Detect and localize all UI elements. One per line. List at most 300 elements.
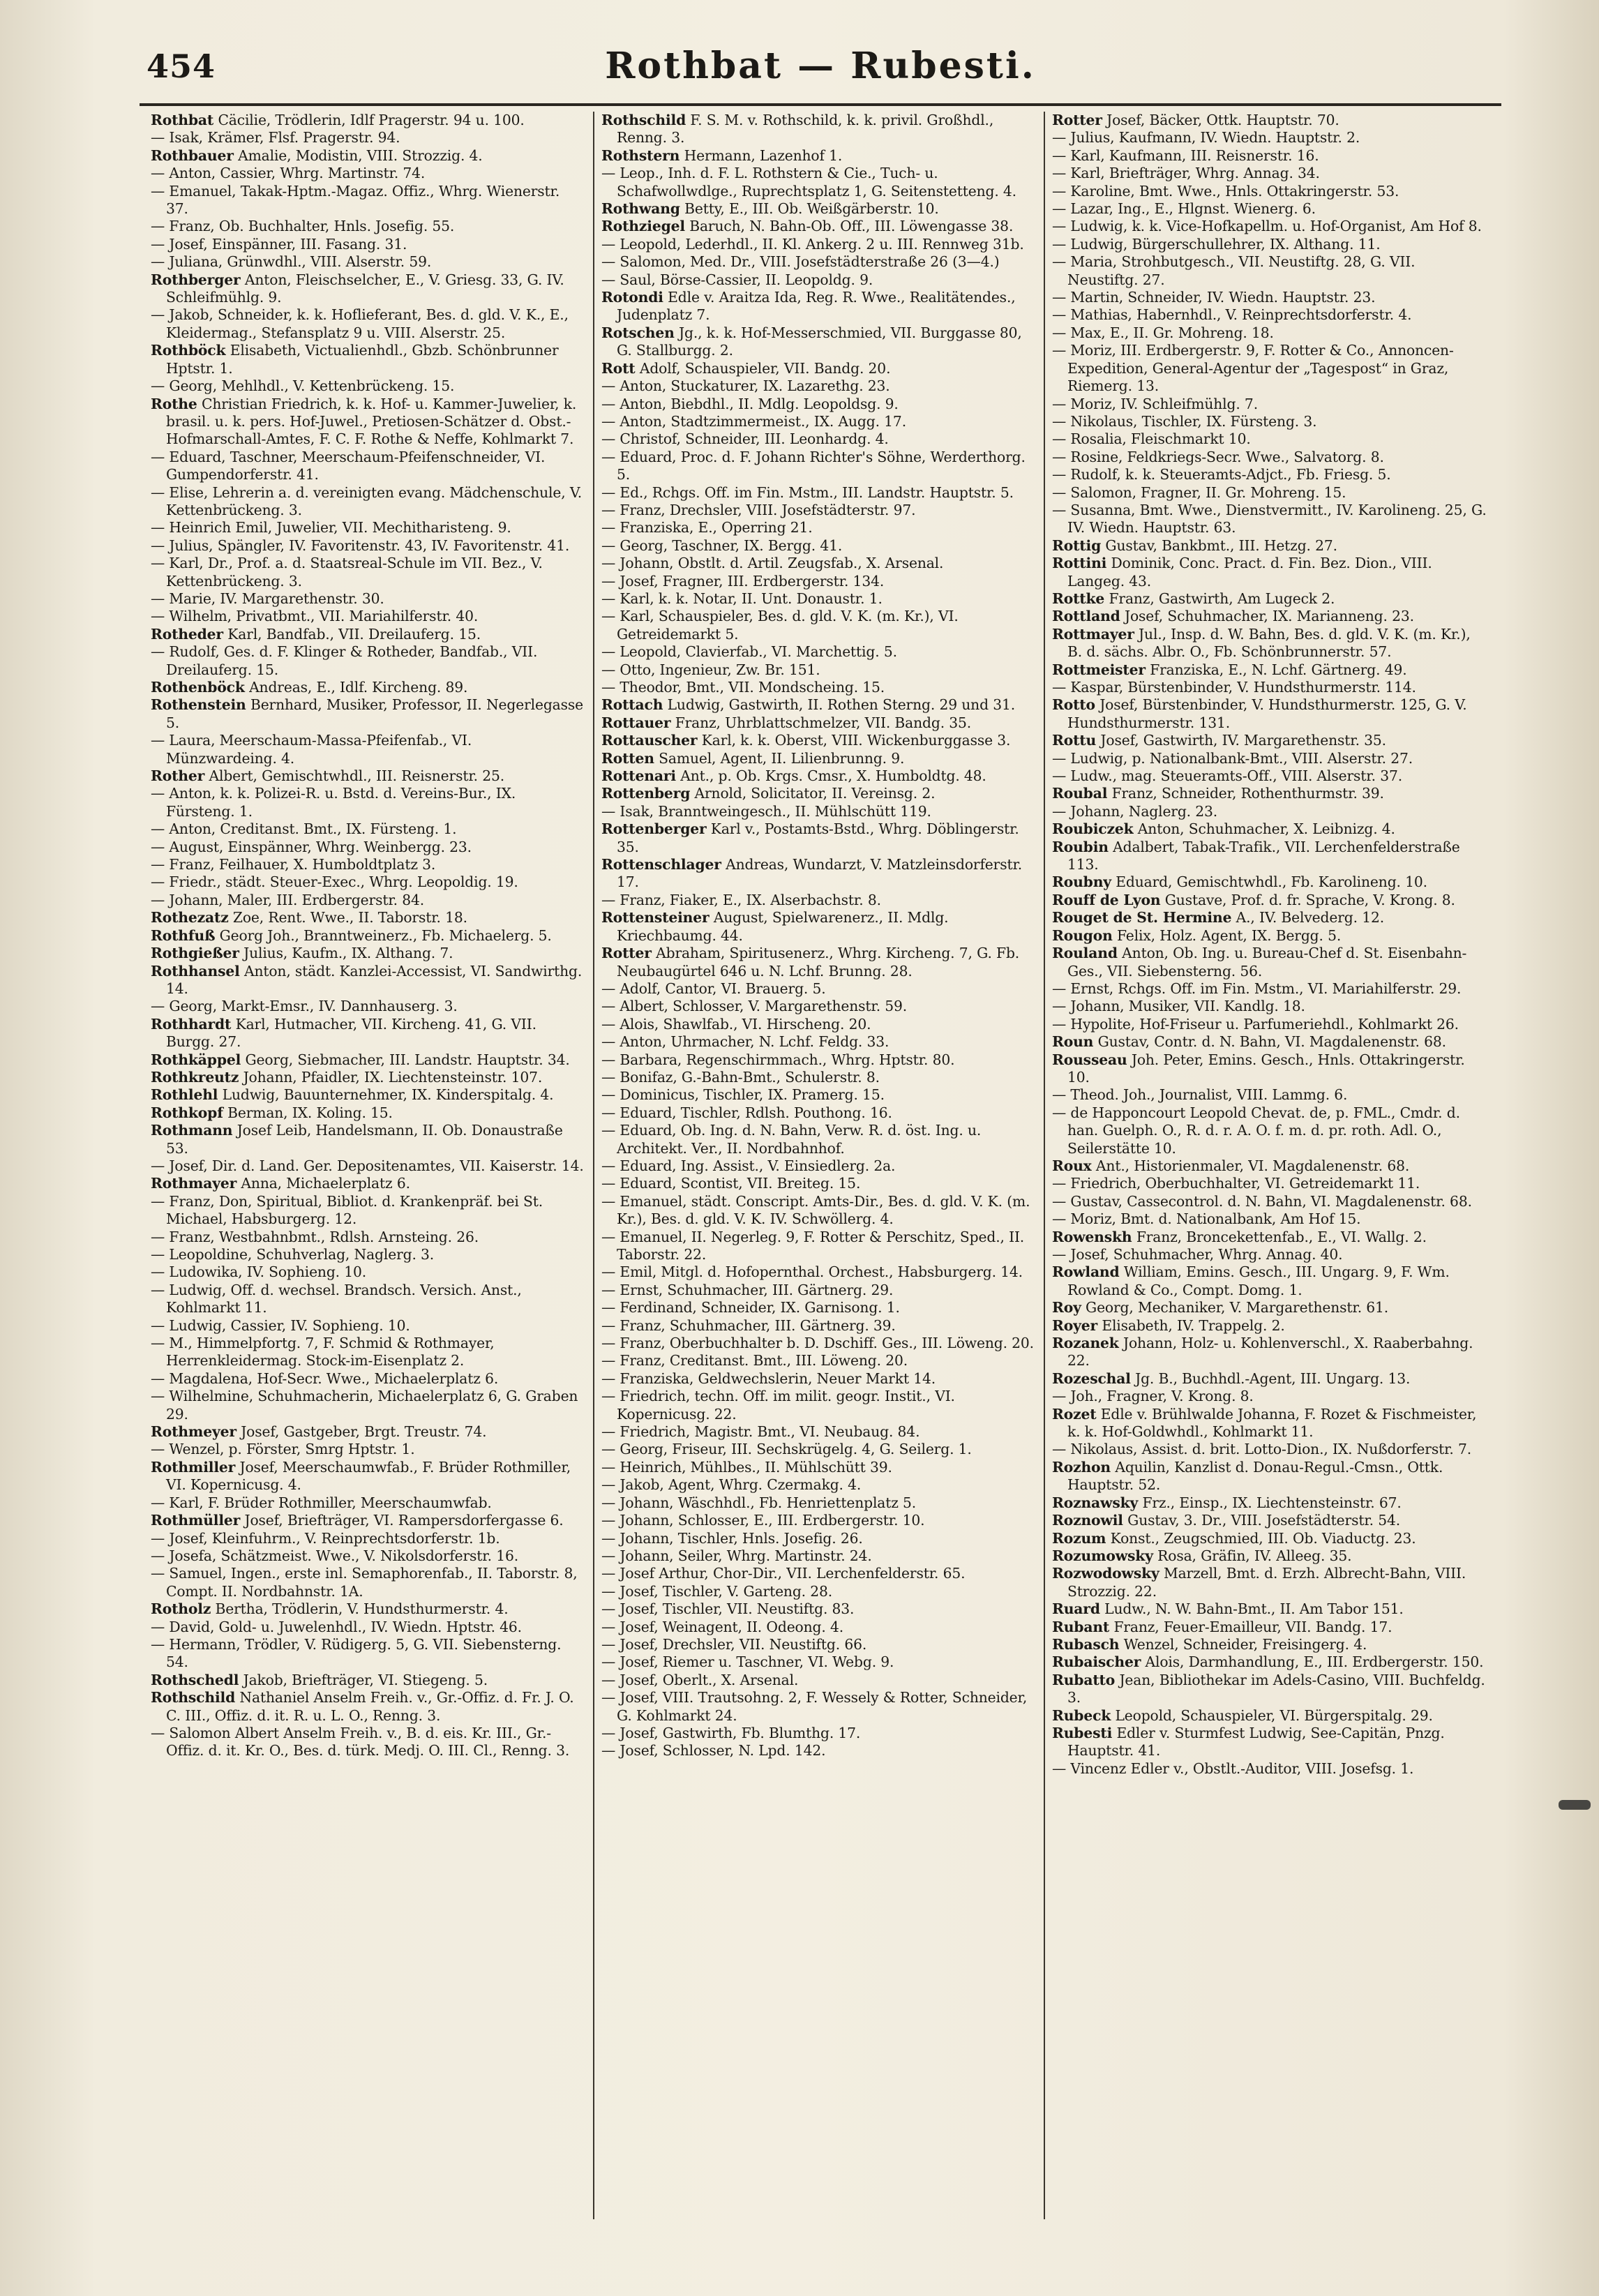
directory-entry <box>601 1725 1037 1742</box>
directory-entry <box>151 1229 586 1246</box>
entry-details: — Johann, Maler, III. Erdbergerstr. 84. <box>151 891 425 908</box>
entry-details: Jg., k. k. Hof-Messerschmied, VII. Burggasse 80, G. Stallburgg. 2. <box>617 324 1022 359</box>
directory-entry <box>601 573 1037 590</box>
entry-details: Joh. Peter, Emins. Gesch., Hnls. Ottakringerstr. 10. <box>1067 1051 1465 1086</box>
entry-details: — Johann, Wäschhdl., Fb. Henriettenplatz 5. <box>601 1494 917 1511</box>
entry-details: — Josefa, Schätzmeist. Wwe., V. Nikolsdorferstr. 16. <box>151 1547 519 1564</box>
directory-entry <box>601 1441 1037 1458</box>
entry-surname: Rottauer <box>601 714 671 731</box>
directory-entry <box>1052 1636 1487 1653</box>
entry-details: Anton, städt. Kanzlei-Accessist, VI. Sandwirthg. 14. <box>166 962 583 997</box>
entry-surname: Rubaischer <box>1052 1653 1141 1671</box>
entry-details: — Eduard, Proc. d. F. Johann Richter's Söhne, Werderthorg. 5. <box>601 448 1026 483</box>
directory-entry <box>1052 1565 1487 1600</box>
entry-details: — Salomon, Fragner, II. Gr. Mohreng. 15. <box>1052 483 1346 501</box>
entry-details: Franz, Gastwirth, Am Lugeck 2. <box>1109 590 1335 607</box>
entry-details: — Emil, Mitgl. d. Hofopernthal. Orchest., Habsburgerg. 14. <box>601 1263 1023 1281</box>
directory-entry <box>151 537 586 555</box>
directory-entry <box>601 1530 1037 1547</box>
entry-details: — Georg, Mehlhdl., V. Kettenbrückeng. 15. <box>151 377 455 395</box>
directory-entry <box>1052 112 1487 129</box>
directory-entry <box>601 413 1037 430</box>
directory-entry <box>1052 342 1487 395</box>
entry-details: — Ludw., mag. Steueramts-Off., VIII. Alserstr. 37. <box>1052 767 1403 785</box>
entry-details: Amalie, Modistin, VIII. Strozzig. 4. <box>238 147 483 164</box>
entry-details: — August, Einspänner, Whrg. Weinbergg. 23. <box>151 838 472 855</box>
entry-surname: Rother <box>151 767 205 785</box>
directory-entry <box>151 820 586 838</box>
directory-entry <box>601 1742 1037 1759</box>
entry-surname: Rothbat <box>151 112 214 128</box>
entry-details: — Ferdinand, Schneider, IX. Garnisong. 1. <box>601 1299 900 1316</box>
directory-entry <box>1052 1619 1487 1636</box>
directory-entry <box>1052 466 1487 483</box>
directory-entry <box>151 626 586 643</box>
entry-details: — Hypolite, Hof-Friseur u. Parfumeriehdl., Kohlmarkt 26. <box>1052 1015 1459 1033</box>
directory-entry <box>1052 502 1487 537</box>
directory-entry <box>601 1619 1037 1636</box>
directory-entry <box>1052 820 1487 838</box>
entry-surname: Rothschild <box>601 112 686 128</box>
entry-surname: Rubant <box>1052 1618 1110 1635</box>
directory-entry <box>601 218 1037 235</box>
directory-entry <box>601 1512 1037 1529</box>
directory-entry <box>151 183 586 218</box>
directory-entry <box>1052 484 1487 502</box>
entry-details: Frz., Einsp., IX. Liechtensteinstr. 67. <box>1142 1494 1402 1511</box>
entry-details: — Franziska, E., Operring 21. <box>601 519 813 537</box>
directory-entry <box>1052 1033 1487 1051</box>
entry-details: — Josef, Oberlt., X. Arsenal. <box>601 1671 799 1688</box>
entry-details: Arnold, Solicitator, II. Vereinsg. 2. <box>694 785 936 802</box>
entry-details: Julius, Kaufm., IX. Althang. 7. <box>243 945 453 962</box>
entry-surname: Rothe <box>151 395 197 412</box>
entry-surname: Rouget de St. Hermine <box>1052 909 1232 926</box>
directory-entry <box>601 112 1037 147</box>
entry-details: Georg, Siebmacher, III. Landstr. Hauptstr. 34. <box>245 1051 570 1068</box>
directory-entry <box>601 1122 1037 1157</box>
entry-details: — Martin, Schneider, IV. Wiedn. Hauptstr. 23. <box>1052 289 1376 306</box>
entry-details: — Bonifaz, G.-Bahn-Bmt., Schulerstr. 8. <box>601 1068 880 1086</box>
directory-entry <box>601 236 1037 253</box>
entry-surname: Rothkreutz <box>151 1068 239 1086</box>
entry-surname: Rothstern <box>601 147 680 164</box>
entry-details: — Anton, Biebdhl., II. Mdlg. Leopoldsg. 9. <box>601 395 899 412</box>
entry-surname: Rott <box>601 359 636 377</box>
directory-entry <box>601 1547 1037 1565</box>
entry-details: — Karl, Dr., Prof. a. d. Staatsreal-Schule im VII. Bez., V. Kettenbrückeng. 3. <box>151 555 543 590</box>
entry-details: — Isak, Branntweingesch., II. Mühlschütt 119. <box>601 802 931 820</box>
entry-surname: Rottenberger <box>601 820 707 838</box>
entry-surname: Rozumowsky <box>1052 1547 1153 1564</box>
directory-entry <box>1052 413 1487 430</box>
directory-entry <box>1052 1672 1487 1707</box>
entry-surname: Rouff de Lyon <box>1052 891 1161 908</box>
directory-entry <box>1052 1653 1487 1671</box>
directory-entry <box>151 1725 586 1760</box>
entry-details: — Georg, Markt-Emsr., IV. Dannhauserg. 3. <box>151 998 458 1015</box>
directory-entry <box>151 236 586 253</box>
directory-entry <box>151 342 586 377</box>
entry-details: Karl, Hutmacher, VII. Kircheng. 41, G. VII. Burgg. 27. <box>166 1015 536 1051</box>
directory-entry <box>151 679 586 696</box>
directory-column-1 <box>144 112 593 2219</box>
entry-details: Adalbert, Tabak-Trafik., VII. Lerchenfelderstraße 113. <box>1067 838 1460 873</box>
directory-entry <box>151 927 586 945</box>
entry-details: Josef, Gastwirth, IV. Margarethenstr. 35. <box>1100 732 1386 749</box>
ink-blot <box>1559 1800 1591 1810</box>
directory-entry <box>1052 873 1487 891</box>
entry-details: — Josef, Einspänner, III. Fasang. 31. <box>151 235 407 253</box>
entry-details: William, Emins. Gesch., III. Ungarg. 9, F. Wm. Rowland & Co., Compt. Domg. 1. <box>1067 1263 1450 1298</box>
entry-details: — Friedrich, techn. Off. im milit. geogr. Instit., VI. Kopernicusg. 22. <box>601 1388 955 1423</box>
entry-surname: Rothmiller <box>151 1458 236 1476</box>
entry-details: Andreas, Wundarzt, V. Matzleinsdorferstr. 17. <box>617 856 1023 891</box>
directory-entry <box>1052 1051 1487 1087</box>
entry-details: Berman, IX. Koling. 15. <box>227 1104 393 1121</box>
entry-details: — Ludwig, Bürgerschullehrer, IX. Althang. 11. <box>1052 235 1381 253</box>
directory-entry <box>601 1317 1037 1335</box>
entry-details: Zoe, Rent. Wwe., II. Taborstr. 18. <box>232 909 467 926</box>
entry-details: — Anton, Creditanst. Bmt., IX. Fürsteng. 1. <box>151 820 457 838</box>
directory-entry <box>601 1653 1037 1671</box>
entry-details: — Josef, Schuhmacher, Whrg. Annag. 40. <box>1052 1246 1343 1263</box>
directory-entry <box>1052 1725 1487 1760</box>
directory-entry <box>601 1069 1037 1086</box>
entry-details: — Josef, Dir. d. Land. Ger. Depositenamtes, VII. Kaiserstr. 14. <box>151 1157 584 1174</box>
entry-surname: Rottenschlager <box>601 856 721 873</box>
entry-details: — Josef, Drechsler, VII. Neustiftg. 66. <box>601 1635 867 1653</box>
entry-details: — Dominicus, Tischler, IX. Pramerg. 15. <box>601 1086 885 1104</box>
entry-surname: Rotter <box>601 945 652 962</box>
directory-entry <box>1052 1263 1487 1299</box>
directory-entry <box>151 306 586 342</box>
entry-details: — Eduard, Tischler, Rdlsh. Pouthong. 16. <box>601 1104 892 1121</box>
entry-details: Eduard, Gemischtwhdl., Fb. Karolineng. 10. <box>1116 873 1427 891</box>
directory-entry <box>1052 555 1487 590</box>
directory-entry <box>1052 183 1487 200</box>
entry-details: — Gustav, Cassecontrol. d. N. Bahn, VI. Magdalenenstr. 68. <box>1052 1192 1472 1210</box>
directory-entry <box>151 1122 586 1157</box>
directory-entry <box>151 1317 586 1335</box>
entry-details: Josef, Bäcker, Ottk. Hauptstr. 70. <box>1106 112 1339 128</box>
entry-surname: Rubasch <box>1052 1635 1120 1653</box>
entry-details: — Leop., Inh. d. F. L. Rothstern & Cie., Tuch- u. Schafwollwdlge., Ruprechtsplatz 1, G. Seitenstetteng. 4. <box>601 165 1016 200</box>
directory-entry <box>1052 1086 1487 1104</box>
directory-entry <box>1052 1388 1487 1405</box>
directory-entry <box>601 945 1037 980</box>
entry-surname: Rozet <box>1052 1405 1097 1423</box>
directory-entry <box>601 165 1037 200</box>
entry-details: Josef, Meerschaumwfab., F. Brüder Rothmiller, VI. Kopernicusg. 4. <box>166 1458 571 1494</box>
entry-details: — Johann, Schlosser, E., III. Erdbergerstr. 10. <box>601 1512 925 1529</box>
entry-details: — de Happoncourt Leopold Chevat. de, p. FML., Cmdr. d. han. Guelph. O., R. d. r. A. O. f. m. d. pr. roth. Adl. O., Seilerstätte 10. <box>1052 1104 1460 1157</box>
entry-surname: Roznowil <box>1052 1512 1123 1529</box>
entry-details: — Franziska, Geldwechslerin, Neuer Markt 14. <box>601 1370 936 1387</box>
directory-entry <box>1052 803 1487 820</box>
entry-details: — Heinrich Emil, Juwelier, VII. Mechitharisteng. 9. <box>151 519 511 537</box>
entry-details: — Johann, Obstlt. d. Artil. Zeugsfab., X. Arsenal. <box>601 555 944 572</box>
entry-surname: Rotter <box>1052 112 1102 128</box>
entry-details: F. S. M. v. Rothschild, k. k. privil. Großhdl., Renng. 3. <box>617 112 994 147</box>
entry-details: — Moriz, Bmt. d. Nationalbank, Am Hof 15. <box>1052 1210 1361 1228</box>
entry-details: Josef Leib, Handelsmann, II. Ob. Donaustraße 53. <box>166 1122 563 1157</box>
entry-surname: Rothschedl <box>151 1671 239 1688</box>
entry-surname: Roubal <box>1052 785 1108 802</box>
directory-entry <box>151 1051 586 1069</box>
entry-surname: Rowenskh <box>1052 1228 1132 1245</box>
entry-details: — Georg, Taschner, IX. Bergg. 41. <box>601 537 843 554</box>
entry-details: — Wilhelmine, Schuhmacherin, Michaelerplatz 6, G. Graben 29. <box>151 1388 578 1423</box>
directory-entry <box>601 696 1037 714</box>
directory-entry <box>151 147 586 165</box>
entry-details: — Josef, Gastwirth, Fb. Blumthg. 17. <box>601 1724 861 1741</box>
entry-details: — Nikolaus, Assist. d. brit. Lotto-Dion., IX. Nußdorferstr. 7. <box>1052 1441 1472 1458</box>
directory-entry <box>601 1157 1037 1175</box>
page-title: Rothbat — Rubesti. <box>605 45 1036 87</box>
directory-entry <box>1052 1210 1487 1228</box>
entry-surname: Rothenböck <box>151 679 245 696</box>
entry-details: Georg Joh., Branntweinerz., Fb. Michaelerg. 5. <box>219 926 552 944</box>
directory-entry <box>1052 396 1487 413</box>
directory-entry <box>151 396 586 449</box>
directory-entry <box>151 963 586 998</box>
entry-details: — Franz, Creditanst. Bmt., III. Löweng. 20. <box>601 1352 908 1370</box>
directory-entry <box>601 430 1037 448</box>
directory-entry <box>601 785 1037 802</box>
directory-entry <box>1052 1547 1487 1565</box>
entry-details: Franz, Uhrblattschmelzer, VII. Bandg. 35. <box>675 714 972 731</box>
entry-details: — Kaspar, Bürstenbinder, V. Hundsthurmerstr. 114. <box>1052 679 1416 696</box>
directory-entry <box>1052 1760 1487 1778</box>
entry-details: — Josef, Schlosser, N. Lpd. 142. <box>601 1742 826 1759</box>
entry-details: Baruch, N. Bahn-Ob. Off., III. Löwengasse 38. <box>689 218 1014 235</box>
directory-entry <box>601 820 1037 856</box>
directory-entry <box>151 1263 586 1281</box>
entry-details: — Jakob, Schneider, k. k. Hoflieferant, Bes. d. gld. V. K., E., Kleidermag., Stefansplatz 9 u. VIII. Alserstr. 25. <box>151 306 569 341</box>
directory-entry <box>1052 1459 1487 1494</box>
entry-surname: Rozum <box>1052 1529 1106 1547</box>
directory-entry <box>601 289 1037 324</box>
directory-entry <box>601 1229 1037 1264</box>
directory-entry <box>601 1299 1037 1316</box>
entry-details: Bernhard, Musiker, Professor, II. Negerlegasse 5. <box>166 696 583 731</box>
directory-entry <box>601 1689 1037 1725</box>
entry-details: Samuel, Agent, II. Lilienbrunng. 9. <box>659 749 905 767</box>
entry-details: Adolf, Schauspieler, VII. Bandg. 20. <box>639 359 891 377</box>
entry-details: — Johann, Musiker, VII. Kandlg. 18. <box>1052 998 1305 1015</box>
entry-details: — Georg, Friseur, III. Sechskrügelg. 4, G. Seilerg. 1. <box>601 1441 972 1458</box>
entry-details: Gustav, 3. Dr., VIII. Josefstädterstr. 54. <box>1127 1512 1401 1529</box>
directory-entry <box>601 1565 1037 1582</box>
directory-entry <box>151 1388 586 1423</box>
directory-entry <box>151 1104 586 1122</box>
entry-details: — Moriz, III. Erdbergerstr. 9, F. Rotter & Co., Annoncen-Expedition, General-Agentur der „Tagespost“ in Graz, Riemerg. 13. <box>1052 342 1454 395</box>
entry-details: — Anton, Cassier, Whrg. Martinstr. 74. <box>151 165 426 182</box>
directory-entry <box>601 998 1037 1015</box>
entry-surname: Rottu <box>1052 732 1097 749</box>
entry-surname: Rozeschal <box>1052 1370 1131 1387</box>
directory-entry <box>151 892 586 909</box>
entry-surname: Rottland <box>1052 608 1120 625</box>
entry-surname: Roubin <box>1052 838 1109 855</box>
directory-entry <box>601 147 1037 165</box>
directory-entry <box>1052 1530 1487 1547</box>
directory-entry <box>1052 732 1487 749</box>
entry-surname: Rothlehl <box>151 1086 218 1104</box>
directory-entry <box>601 714 1037 732</box>
directory-entry <box>151 608 586 625</box>
directory-entry <box>1052 324 1487 342</box>
entry-surname: Roubiczek <box>1052 820 1134 838</box>
directory-entry <box>1052 679 1487 696</box>
entry-details: — Theodor, Bmt., VII. Mondscheing. 15. <box>601 679 885 696</box>
entry-details: Karl, Bandfab., VII. Dreilauferg. 15. <box>227 625 481 643</box>
entry-details: Elisabeth, Victualienhdl., Gbzb. Schönbrunner Hptstr. 1. <box>166 342 559 377</box>
entry-surname: Rubeck <box>1052 1706 1111 1724</box>
entry-details: — Susanna, Bmt. Wwe., Dienstvermitt., IV. Karolineng. 25, G. IV. Wiedn. Hauptstr. 63. <box>1052 501 1487 537</box>
entry-details: A., IV. Belvederg. 12. <box>1236 909 1384 926</box>
entry-details: — Adolf, Cantor, VI. Brauerg. 5. <box>601 980 826 997</box>
entry-surname: Rousseau <box>1052 1051 1127 1068</box>
entry-surname: Rottke <box>1052 590 1105 607</box>
entry-details: — Lazar, Ing., E., Hlgnst. Wienerg. 6. <box>1052 200 1316 218</box>
entry-details: — Eduard, Ob. Ing. d. N. Bahn, Verw. R. d. öst. Ing. u. Architekt. Ver., II. Nordbahnhof. <box>601 1122 982 1157</box>
directory-entry <box>601 537 1037 555</box>
entry-surname: Rothfuß <box>151 926 216 944</box>
directory-entry <box>151 1175 586 1192</box>
directory-columns <box>144 112 1494 2219</box>
entry-details: — Leopold, Lederhdl., II. Kl. Ankerg. 2 u. III. Rennweg 31b. <box>601 235 1024 253</box>
entry-details: — Heinrich, Mühlbes., II. Mühlschütt 39. <box>601 1458 892 1476</box>
entry-details: Jg. B., Buchhdl.-Agent, III. Ungarg. 13. <box>1135 1370 1411 1387</box>
entry-details: — Laura, Meerschaum-Massa-Pfeifenfab., VI. Münzwardeing. 4. <box>151 732 472 767</box>
entry-details: — Ludwig, k. k. Vice-Hofkapellm. u. Hof-Organist, Am Hof 8. <box>1052 218 1482 235</box>
entry-details: Ludwig, Bauunternehmer, IX. Kinderspitalg. 4. <box>222 1086 554 1104</box>
directory-entry <box>1052 1441 1487 1458</box>
entry-surname: Rotholz <box>151 1600 211 1618</box>
entry-details: — Magdalena, Hof-Secr. Wwe., Michaelerplatz 6. <box>151 1370 499 1387</box>
entry-details: — David, Gold- u. Juwelenhdl., IV. Wiedn. Hptstr. 46. <box>151 1618 522 1635</box>
directory-entry <box>601 1051 1037 1069</box>
entry-details: Edle v. Brühlwalde Johanna, F. Rozet & Fischmeister, k. k. Hof-Goldwhdl., Kohlmarkt 11. <box>1067 1405 1477 1441</box>
entry-details: — Franz, Don, Spiritual, Bibliot. d. Krankenpräf. bei St. Michael, Habsburgerg. 12. <box>151 1192 543 1228</box>
directory-entry <box>1052 1104 1487 1157</box>
directory-entry <box>601 1476 1037 1494</box>
directory-entry <box>1052 892 1487 909</box>
entry-details: — Julius, Kaufmann, IV. Wiedn. Hauptstr. 2. <box>1052 129 1360 147</box>
directory-entry <box>151 1672 586 1689</box>
directory-entry <box>1052 927 1487 945</box>
entry-details: Gustave, Prof. d. fr. Sprache, V. Krong. 8. <box>1164 891 1455 908</box>
directory-entry <box>151 1565 586 1600</box>
entry-details: Leopold, Schauspieler, VI. Bürgerspitalg. 29. <box>1115 1706 1433 1724</box>
directory-entry <box>151 1547 586 1565</box>
entry-details: — Ed., Rchgs. Off. im Fin. Mstm., III. Landstr. Hauptstr. 5. <box>601 483 1014 501</box>
directory-entry <box>1052 1175 1487 1192</box>
entry-details: — Rosalia, Fleischmarkt 10. <box>1052 430 1251 448</box>
directory-entry <box>601 360 1037 377</box>
directory-entry <box>1052 696 1487 732</box>
directory-entry <box>1052 537 1487 555</box>
header-rule <box>140 103 1501 106</box>
directory-entry <box>151 909 586 926</box>
entry-details: — Josef Arthur, Chor-Dir., VII. Lerchenfelderstr. 65. <box>601 1565 966 1582</box>
entry-details: — Julius, Spängler, IV. Favoritenstr. 43, IV. Favoritenstr. 41. <box>151 537 570 554</box>
entry-details: Josef, Schuhmacher, IX. Marianneng. 23. <box>1125 608 1414 625</box>
entry-surname: Rothbauer <box>151 147 234 164</box>
entry-details: — Leopoldine, Schuhverlag, Naglerg. 3. <box>151 1246 435 1263</box>
directory-entry <box>601 892 1037 909</box>
entry-details: — Mathias, Habernhdl., V. Reinprechtsdorferstr. 4. <box>1052 306 1412 324</box>
directory-entry <box>151 129 586 147</box>
entry-details: Ant., p. Ob. Krgs. Cmsr., X. Humboldtg. 48. <box>680 767 986 785</box>
entry-details: Nathaniel Anselm Freih. v., Gr.-Offiz. d. Fr. J. O. C. III., Offiz. d. it. R. u. L. O., Renng. 3. <box>166 1689 574 1724</box>
directory-entry <box>1052 253 1487 289</box>
entry-details: Betty, E., III. Ob. Weißgärberstr. 10. <box>684 200 939 218</box>
entry-details: — Emanuel, II. Negerleg. 9, F. Rotter & Perschitz, Sped., II. Taborstr. 22. <box>601 1228 1025 1263</box>
entry-surname: Roznawsky <box>1052 1494 1139 1511</box>
entry-details: — Salomon, Med. Dr., VIII. Josefstädterstraße 26 (3—4.) <box>601 253 1000 271</box>
entry-surname: Rottach <box>601 696 663 714</box>
entry-details: — Josef, Kleinfuhrm., V. Reinprechtsdorferstr. 1b. <box>151 1529 500 1547</box>
directory-entry <box>151 1459 586 1494</box>
directory-entry <box>151 1086 586 1104</box>
entry-details: Ludw., N. W. Bahn-Bmt., II. Am Tabor 151. <box>1104 1600 1404 1618</box>
entry-details: — Karl, Briefträger, Whrg. Annag. 34. <box>1052 165 1320 182</box>
entry-details: — Moriz, IV. Schleifmühlg. 7. <box>1052 395 1258 412</box>
entry-surname: Rowland <box>1052 1263 1120 1281</box>
directory-entry <box>151 1494 586 1512</box>
entry-details: — Friedrich, Magistr. Bmt., VI. Neubaug. 84. <box>601 1423 920 1441</box>
directory-entry <box>151 785 586 820</box>
entry-surname: Roun <box>1052 1033 1094 1051</box>
directory-entry <box>601 750 1037 767</box>
entry-details: — Otto, Ingenieur, Zw. Br. 151. <box>601 661 820 678</box>
entry-details: — Albert, Schlosser, V. Margarethenstr. 59. <box>601 998 908 1015</box>
entry-details: — Max, E., II. Gr. Mohreng. 18. <box>1052 324 1274 341</box>
entry-details: — Christof, Schneider, III. Leonhardg. 4. <box>601 430 889 448</box>
directory-entry <box>601 324 1037 360</box>
directory-entry <box>1052 590 1487 608</box>
entry-surname: Rothezatz <box>151 909 229 926</box>
entry-surname: Rothwang <box>601 200 680 218</box>
entry-surname: Rothkäppel <box>151 1051 241 1068</box>
entry-details: — Ludowika, IV. Sophieng. 10. <box>151 1263 367 1281</box>
entry-details: — Ernst, Schuhmacher, III. Gärtnerg. 29. <box>601 1281 894 1298</box>
directory-entry <box>601 1175 1037 1192</box>
directory-entry <box>1052 1406 1487 1441</box>
entry-details: — Karoline, Bmt. Wwe., Hnls. Ottakringerstr. 53. <box>1052 182 1399 200</box>
directory-entry <box>601 1583 1037 1600</box>
directory-entry <box>601 590 1037 608</box>
entry-details: Franz, Broncekettenfab., E., VI. Wallg. 2. <box>1136 1228 1427 1245</box>
entry-surname: Rubesti <box>1052 1724 1113 1741</box>
entry-surname: Rozanek <box>1052 1335 1119 1352</box>
entry-details: — Eduard, Scontist, VII. Breiteg. 15. <box>601 1175 861 1192</box>
directory-entry <box>1052 661 1487 679</box>
directory-entry <box>151 998 586 1015</box>
directory-entry <box>151 1619 586 1636</box>
entry-details: — Anton, k. k. Polizei-R. u. Bstd. d. Vereins-Bur., IX. Fürsteng. 1. <box>151 785 516 820</box>
entry-details: — Emanuel, Takak-Hptm.-Magaz. Offiz., Whrg. Wienerstr. 37. <box>151 182 560 218</box>
entry-details: Bertha, Trödlerin, V. Hundsthurmerstr. 4. <box>215 1600 509 1618</box>
directory-entry <box>151 1512 586 1529</box>
entry-details: Wenzel, Schneider, Freisingerg. 4. <box>1123 1635 1367 1653</box>
entry-details: — Ludwig, p. Nationalbank-Bmt., VIII. Alserstr. 27. <box>1052 749 1413 767</box>
directory-entry <box>601 679 1037 696</box>
directory-entry <box>601 1282 1037 1299</box>
